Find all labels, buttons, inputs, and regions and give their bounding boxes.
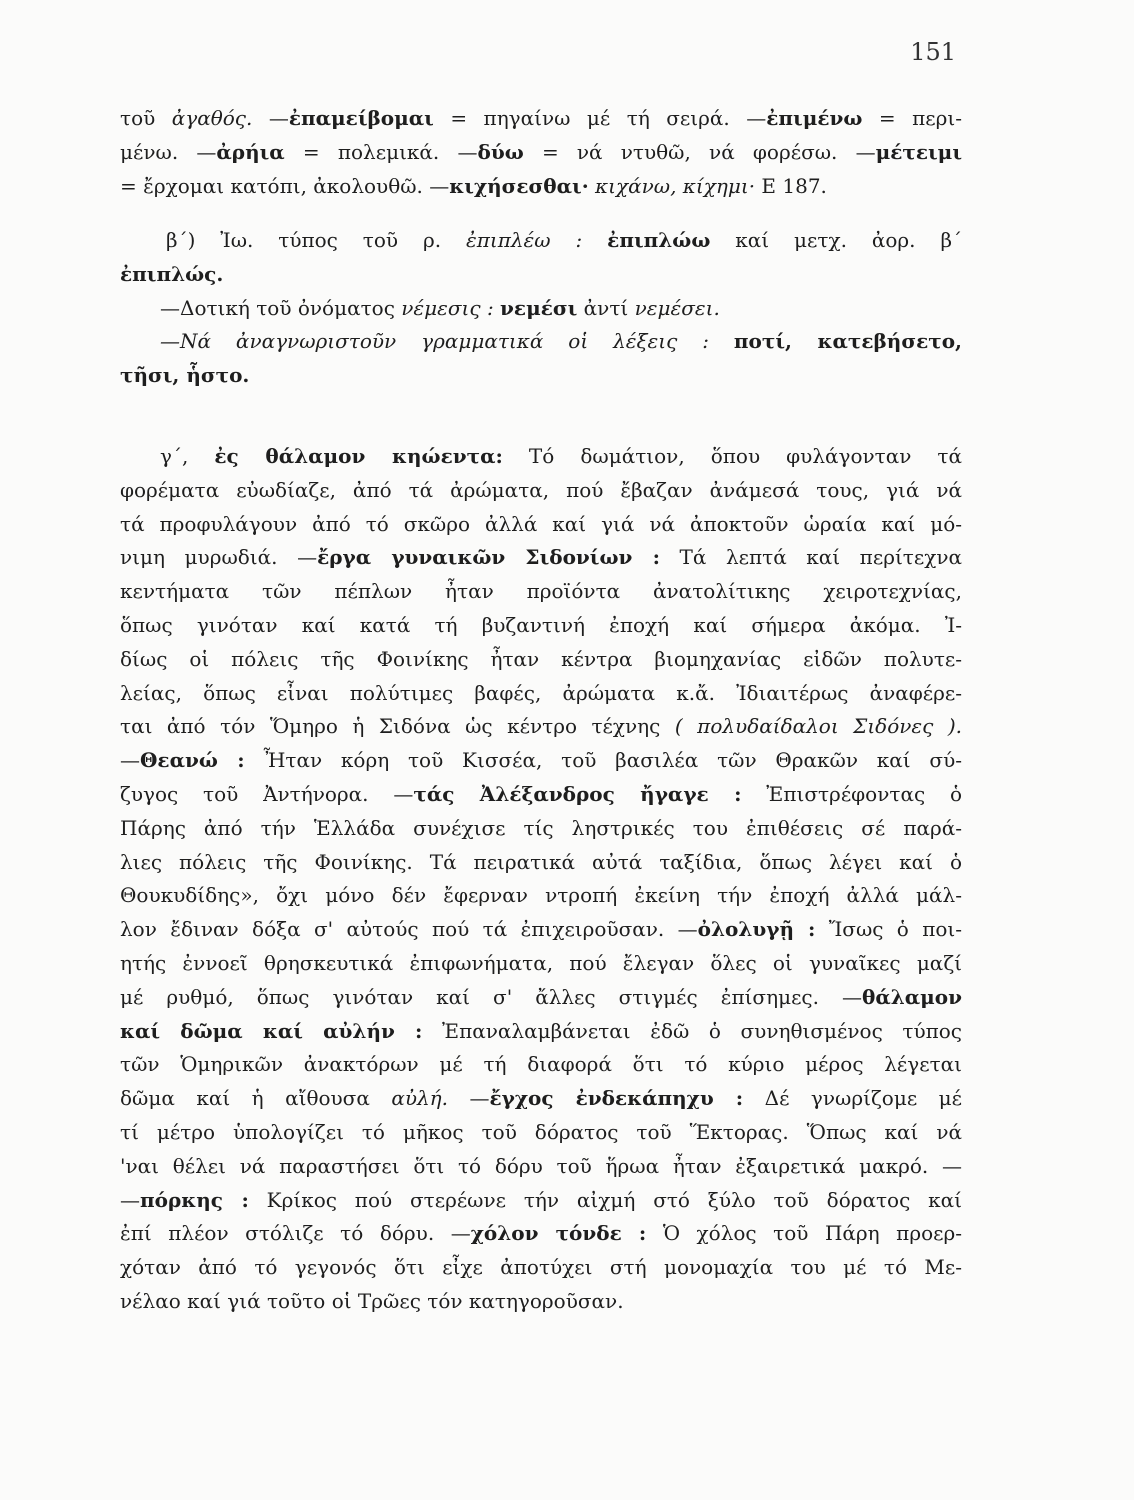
text-line (120, 812, 962, 846)
text-run: Ἐπαναλαμβάνεται ἐδῶ ὁ συνηθισμένος τύπος (422, 1018, 962, 1043)
text-line (120, 325, 962, 359)
italic-text: ἐπιπλέω : (466, 228, 583, 252)
text-run: λιες πόλεις τῆς Φοινίκης. Τά πειρατικά αὐτά ταξίδια, ὅπως λέγει καί ὁ (120, 849, 962, 874)
text-run: δῶμα καί ἡ αἴθουσα (120, 1086, 392, 1111)
commentary-block-2 (120, 224, 962, 393)
text-run: νιμη μυρωδιά. — (120, 545, 318, 570)
text-run: τοῦ (120, 106, 172, 130)
text-run: ἀντί (577, 295, 635, 320)
text-run: λον ἔδιναν δόξα σ' αὐτούς πού τά ἐπιχειροῦσαν. — (120, 917, 698, 942)
text-run (582, 228, 607, 252)
text-run: τῶν Ὁμηρικῶν ἀνακτόρων μέ τή διαφορά ὅτι τό κύριο μέρος λέγεται (120, 1052, 962, 1077)
text-line (120, 1150, 962, 1184)
text-line (120, 541, 962, 575)
italic-text: —Νά ἀναγνωριστοῦν γραμματικά οἱ λέξεις : (160, 329, 709, 354)
italic-text: αὐλή. (391, 1086, 448, 1111)
text-line (120, 136, 962, 170)
text-line (120, 575, 962, 609)
commentary-block-3 (120, 440, 962, 1319)
text-line (120, 258, 962, 292)
italic-text: κιχάνω, κίχημι· (595, 173, 756, 198)
text-run: Τά λεπτά καί περίτεχνα (659, 545, 962, 570)
text-line (120, 744, 962, 778)
lemma-term: μέτειμι (875, 139, 962, 164)
lemma-term: νεμέσι (500, 295, 578, 320)
text-run: τά προφυλάγουν ἀπό τό σκῶρο ἀλλά καί γιά νά ἀποκτοῦν ὡραία καί μό- (120, 511, 962, 536)
text-line (120, 846, 962, 880)
text-run: 'ναι θέλει νά παραστήσει ὅτι τό δόρυ τοῦ ἥρωα ἦταν ἐξαιρετικά μακρό. — (120, 1153, 962, 1178)
lemma-term: δύω (477, 139, 524, 164)
text-run: — (252, 106, 289, 130)
text-run: Ἴσως ὁ ποι- (815, 917, 962, 942)
text-run: δίως οἱ πόλεις τῆς Φοινίκης ἦταν κέντρα βιομηχανίας εἰδῶν πολυτε- (120, 646, 962, 671)
text-run: —Δοτική τοῦ ὀνόματος (160, 295, 402, 320)
text-line (120, 947, 962, 981)
lemma-term: ἐπιπλώς. (120, 261, 224, 286)
lemma-term: ἐπιπλώω (607, 228, 711, 252)
lemma-term: ἐπαμείβομαι (288, 106, 434, 130)
text-run: μένω. — (120, 139, 217, 164)
text-line (120, 1285, 962, 1319)
text-run: χόταν ἀπό τό γεγονός ὅτι εἶχε ἀποτύχει στή μονομαχία του μέ τό Με- (120, 1255, 962, 1280)
text-line (120, 224, 962, 258)
lemma-term: πόρκης : (140, 1187, 249, 1212)
italic-text: νεμέσει. (634, 295, 720, 320)
lemma-term: ὀλολυγῇ : (697, 917, 816, 942)
lemma-term: ἐπιμένω (766, 106, 863, 130)
lemma-term: ἔγχος ἐνδεκάπηχυ : (489, 1086, 744, 1111)
text-line (120, 292, 962, 326)
text-line (120, 609, 962, 643)
text-line (120, 981, 962, 1015)
text-line (120, 778, 962, 812)
text-run: Ἦταν κόρη τοῦ Κισσέα, τοῦ βασιλέα τῶν Θρακῶν καί σύ- (244, 748, 962, 773)
text-run: = περι- (862, 106, 962, 130)
lemma-term: καί δῶμα καί αὐλήν : (120, 1018, 423, 1043)
italic-text: ἀγαθός. (171, 106, 253, 130)
text-line (120, 879, 962, 913)
lemma-term: τάς Ἀλέξανδρος ἤγαγε : (413, 781, 742, 806)
text-run: φορέματα εὐωδίαζε, ἀπό τά ἀρώματα, πού ἔβαζαν ἀνάμεσά τους, γιά νά (120, 477, 962, 502)
text-run: = πολεμικά. — (284, 139, 478, 164)
text-run: ζυγος τοῦ Ἀντήνορα. — (120, 781, 414, 806)
text-line (120, 508, 962, 542)
text-run: Πάρης ἀπό τήν Ἑλλάδα συνέχισε τίς ληστρικές του ἐπιθέσεις σέ παρά- (120, 815, 962, 840)
text-line (120, 102, 962, 136)
text-line (120, 677, 962, 711)
text-line (120, 913, 962, 947)
text-line (120, 1048, 962, 1082)
text-run: νέλαο καί γιά τοῦτο οἱ Τρῶες τόν κατηγοροῦσαν. (120, 1288, 624, 1313)
text-run: μέ ρυθμό, ὅπως γινόταν καί σ' ἄλλες στιγμές ἐπίσημες. — (120, 984, 862, 1009)
text-line (120, 1217, 962, 1251)
text-run: τί μέτρο ὑπολογίζει τό μῆκος τοῦ δόρατος τοῦ Ἕκτορας. Ὅπως καί νά (120, 1119, 962, 1144)
text-line (120, 440, 962, 474)
text-run: = ἔρχομαι κατόπι, ἀκολουθῶ. — (120, 173, 450, 198)
text-line (120, 1082, 962, 1116)
text-run: Ἐπιστρέφοντας ὁ (741, 781, 962, 806)
italic-text: ( πολυδαίδαλοι Σιδόνες ). (674, 714, 962, 739)
text-line (120, 1251, 962, 1285)
lemma-term: θάλαμον (862, 984, 962, 1009)
text-run: — (120, 1187, 140, 1212)
text-line (120, 1116, 962, 1150)
text-line (120, 170, 962, 204)
lemma-term: κιχήσεσθαι· (449, 173, 589, 198)
text-run (709, 329, 734, 353)
text-line (120, 643, 962, 677)
text-run: = νά ντυθῶ, νά φορέσω. — (523, 139, 876, 164)
text-line (120, 474, 962, 508)
lemma-term: χόλον τόνδε : (470, 1221, 647, 1246)
text-line (120, 359, 962, 393)
text-run: ὅπως γινόταν καί κατά τή βυζαντινή ἐποχή καί σήμερα ἀκόμα. Ἰ- (120, 612, 962, 637)
lemma-term: ἔργα γυναικῶν Σιδονίων : (317, 545, 660, 570)
text-run: β΄) Ἰω. τύπος τοῦ ρ. (166, 228, 466, 252)
text-run: λείας, ὅπως εἶναι πολύτιμες βαφές, ἀρώματα κ.ἄ. Ἰδιαιτέρως ἀναφέρε- (120, 680, 962, 705)
text-line (120, 710, 962, 744)
text-run: καί μετχ. ἀορ. β΄ (710, 228, 962, 252)
text-run: γ΄, (160, 444, 215, 468)
lemma-term: τῆσι, ἧστο. (120, 363, 250, 388)
text-run: — (448, 1086, 490, 1111)
text-run: ται ἀπό τόν Ὅμηρο ἡ Σιδόνα ὡς κέντρο τέχνης (120, 714, 675, 739)
commentary-block-1 (120, 102, 962, 203)
text-line (120, 1184, 962, 1218)
text-run: Τό δωμάτιον, ὅπου φυλάγονταν τά (502, 444, 962, 468)
lemma-term: ἀρήια (216, 139, 285, 164)
text-line (120, 1015, 962, 1049)
text-run: — (120, 748, 140, 773)
text-run: Δέ γνωρίζομε μέ (743, 1086, 962, 1111)
text-run: Ὁ χόλος τοῦ Πάρη προερ- (646, 1221, 962, 1246)
text-run: ἐπί πλέον στόλιζε τό δόρυ. — (120, 1221, 471, 1246)
text-run: Θουκυδίδης», ὄχι μόνο δέν ἔφερναν ντροπή ἐκείνη τήν ἐποχή ἀλλά μάλ- (120, 883, 962, 908)
text-run: κεντήματα τῶν πέπλων ἦταν προϊόντα ἀνατολίτικης χειροτεχνίας, (120, 579, 962, 604)
page-number: 151 (910, 38, 956, 66)
italic-text: νέμεσις : (401, 295, 494, 320)
text-run: Κρίκος πού στερέωνε τήν αἰχμή στό ξύλο τοῦ δόρατος καί (248, 1187, 962, 1212)
text-run: Ε 187. (755, 173, 827, 198)
lemma-term: ἐς θάλαμον κηώεντα: (214, 444, 503, 468)
lemma-term: Θεανώ : (140, 748, 245, 773)
text-run: ητής ἐννοεῖ θρησκευτικά ἐπιφωνήματα, πού ἔλεγαν ὅλες οἱ γυναῖκες μαζί (120, 950, 962, 975)
lemma-term: ποτί, κατεβήσετο, (733, 329, 962, 354)
text-run: = πηγαίνω μέ τή σειρά. — (433, 106, 767, 130)
